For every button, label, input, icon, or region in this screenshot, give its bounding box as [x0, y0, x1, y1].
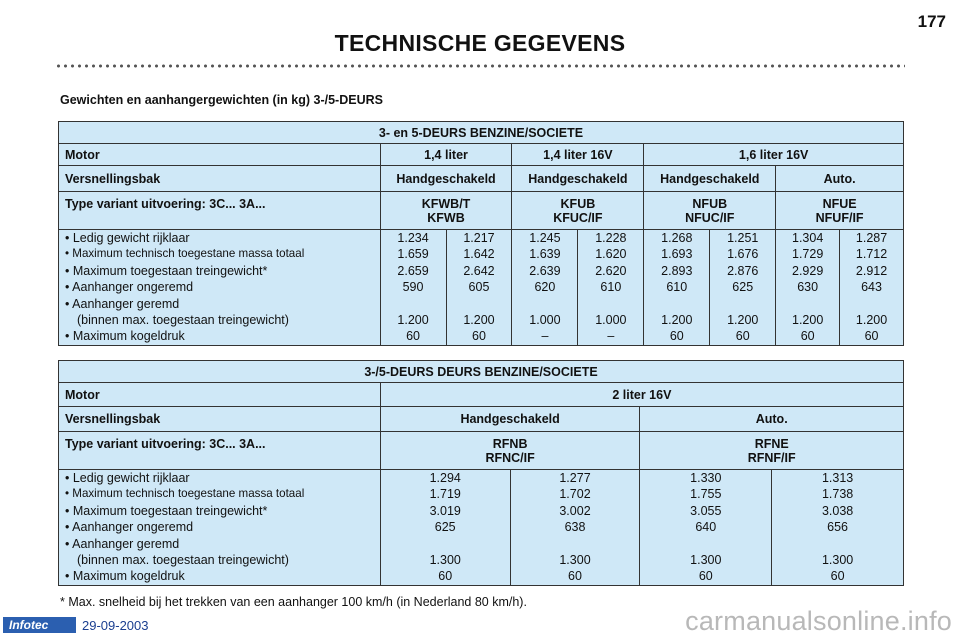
item-max-mass: • Maximum technisch toegestane massa totaal	[65, 247, 305, 261]
watermark: carmanualsonline.info	[685, 606, 952, 636]
value-unbraked: 605	[468, 280, 490, 295]
value-unbraked: 643	[861, 280, 882, 295]
row-label-type: Type variant uitvoering: 3C... 3A...	[59, 192, 381, 230]
value-nose: 60	[735, 329, 750, 344]
item-trailer-braked	[65, 296, 374, 329]
value-braked: 1.200	[855, 313, 888, 328]
value-max-mass: 1.676	[727, 247, 759, 262]
value-max-train: 2.876	[727, 263, 759, 278]
item-trailer-unbraked: • Aanhanger ongeremd	[65, 520, 194, 535]
value-column	[640, 470, 772, 586]
value-nose: 60	[568, 569, 582, 584]
value-unbraked: 630	[797, 280, 819, 295]
value-braked: 1.300	[821, 553, 854, 568]
value-max-mass: 1.620	[595, 247, 627, 262]
value-max-train: 2.639	[529, 263, 561, 278]
value-unbraked: 638	[564, 520, 586, 535]
value-empty: 1.268	[661, 231, 693, 245]
spacer	[716, 296, 769, 312]
type-code: RFNE	[754, 436, 789, 451]
value-max-mass: 1.659	[397, 247, 429, 262]
type-code: KFWB/T	[421, 196, 471, 211]
spacer	[387, 296, 440, 312]
value-max-train: 2.620	[595, 263, 627, 278]
spacer	[650, 296, 703, 312]
weights-table-2	[58, 360, 904, 586]
item-trailer-braked-note: (binnen max. toegestaan treingewicht)	[77, 313, 289, 328]
value-braked: 1.200	[463, 313, 495, 328]
value-max-mass: 1.639	[529, 247, 561, 262]
value-empty: 1.313	[821, 471, 854, 485]
row-label-type: Type variant uitvoering: 3C... 3A...	[59, 432, 381, 470]
value-empty: 1.330	[690, 471, 722, 485]
type-code: RFNC/IF	[485, 450, 535, 465]
value-braked: 1.300	[559, 553, 591, 568]
type-cell	[380, 192, 512, 230]
type-cell	[644, 192, 776, 230]
value-max-train: 2.642	[463, 263, 495, 278]
infotec-logo: Infotec	[3, 617, 76, 633]
item-trailer-braked-label: • Aanhanger geremd	[65, 296, 180, 311]
motor-cell: 1,4 liter	[380, 144, 512, 166]
dotted-divider	[55, 64, 905, 68]
item-max-mass: • Maximum technisch toegestane massa totaal	[65, 487, 305, 501]
value-nose: 60	[864, 329, 879, 344]
value-nose: –	[607, 329, 615, 344]
row-label-gearbox: Versnellingsbak	[59, 407, 381, 432]
value-unbraked: 640	[695, 520, 717, 535]
value-braked: 1.200	[727, 313, 759, 328]
motor-cell: 2 liter 16V	[380, 383, 903, 407]
type-cell	[380, 432, 640, 470]
value-braked: 1.200	[661, 313, 693, 328]
value-max-train: 2.893	[661, 263, 693, 278]
row-label-motor: Motor	[59, 383, 381, 407]
value-unbraked: 590	[402, 280, 424, 295]
value-nose: 60	[472, 329, 486, 344]
table-title: 3- en 5-DEURS BENZINE/SOCIETE	[59, 122, 904, 144]
value-empty: 1.228	[595, 231, 627, 245]
value-empty: 1.304	[792, 231, 824, 245]
page-title: TECHNISCHE GEGEVENS	[334, 30, 626, 56]
spacer	[646, 536, 765, 552]
value-column	[840, 230, 904, 346]
value-unbraked: 625	[434, 520, 456, 535]
item-empty-weight: • Ledig gewicht rijklaar	[65, 471, 190, 485]
page-number: 177	[917, 12, 946, 31]
value-max-mass: 1.738	[821, 487, 854, 502]
value-empty: 1.251	[727, 231, 759, 245]
value-column	[578, 230, 644, 346]
row-label-motor: Motor	[59, 144, 381, 166]
value-empty: 1.245	[529, 231, 561, 245]
value-column	[710, 230, 776, 346]
row-label-gearbox: Versnellingsbak	[59, 166, 381, 192]
value-unbraked: 620	[534, 280, 556, 295]
value-column	[644, 230, 710, 346]
value-braked: 1.000	[529, 313, 561, 328]
spacer	[846, 296, 897, 312]
item-max-noseweight: • Maximum kogeldruk	[65, 569, 185, 584]
gearbox-cell: Handgeschakeld	[380, 166, 512, 192]
weights-table-1	[58, 121, 904, 346]
value-max-mass: 1.729	[792, 247, 824, 262]
value-unbraked: 625	[732, 280, 754, 295]
value-max-train: 2.659	[397, 263, 429, 278]
value-max-mass: 1.642	[463, 247, 495, 262]
type-cell	[512, 192, 644, 230]
spacer	[584, 296, 637, 312]
value-max-mass: 1.693	[661, 247, 693, 262]
item-trailer-braked-note: (binnen max. toegestaan treingewicht)	[77, 553, 289, 568]
type-code: NFUE	[822, 196, 857, 211]
gearbox-cell: Handgeschakeld	[644, 166, 776, 192]
value-max-train: 2.929	[792, 263, 824, 278]
item-max-train: • Maximum toegestaan treingewicht*	[65, 263, 268, 278]
value-nose: 60	[669, 329, 684, 344]
spacer	[453, 296, 506, 312]
value-braked: 1.300	[690, 553, 722, 568]
type-code: NFUC/IF	[685, 210, 735, 225]
gearbox-cell: Auto.	[640, 407, 904, 432]
type-code: NFUB	[692, 196, 728, 211]
item-max-noseweight: • Maximum kogeldruk	[65, 329, 185, 344]
item-trailer-unbraked: • Aanhanger ongeremd	[65, 280, 194, 295]
value-nose: 60	[830, 569, 845, 584]
motor-cell: 1,6 liter 16V	[644, 144, 904, 166]
type-code: NFUF/IF	[815, 210, 864, 225]
table-title: 3-/5-DEURS DEURS BENZINE/SOCIETE	[59, 361, 904, 383]
value-nose: 60	[698, 569, 713, 584]
spacer	[782, 296, 833, 312]
item-labels	[59, 230, 381, 346]
value-max-train: 3.002	[559, 503, 591, 518]
value-max-mass: 1.719	[429, 487, 461, 502]
value-column	[446, 230, 512, 346]
type-cell	[776, 192, 904, 230]
value-max-train: 2.912	[855, 263, 888, 278]
value-braked: 1.300	[429, 553, 461, 568]
value-column	[380, 470, 510, 586]
value-column	[772, 470, 904, 586]
value-max-mass: 1.712	[855, 247, 888, 262]
value-max-mass: 1.702	[559, 487, 591, 502]
value-unbraked: 656	[827, 520, 849, 535]
item-trailer-braked	[65, 536, 374, 569]
item-empty-weight: • Ledig gewicht rijklaar	[65, 231, 190, 245]
type-code: KFUC/IF	[553, 210, 603, 225]
value-unbraked: 610	[600, 280, 622, 295]
print-date: 29-09-2003	[82, 618, 149, 633]
section-subtitle: Gewichten en aanhangergewichten (in kg) 3-/5-DEURS	[60, 93, 383, 107]
value-nose: 60	[438, 569, 453, 584]
type-code: KFWB	[427, 210, 465, 225]
value-column	[380, 230, 446, 346]
item-trailer-braked-label: • Aanhanger geremd	[65, 536, 180, 551]
type-code: RFNF/IF	[747, 450, 796, 465]
type-code: RFNB	[492, 436, 528, 451]
value-max-mass: 1.755	[690, 487, 722, 502]
value-max-train: 3.055	[690, 503, 722, 518]
value-unbraked: 610	[666, 280, 688, 295]
type-code: KFUB	[560, 196, 596, 211]
value-empty: 1.277	[559, 471, 591, 485]
spacer	[387, 536, 504, 552]
value-braked: 1.200	[397, 313, 429, 328]
gearbox-cell: Handgeschakeld	[380, 407, 640, 432]
spacer	[518, 296, 571, 312]
item-max-train: • Maximum toegestaan treingewicht*	[65, 503, 268, 518]
spacer	[517, 536, 634, 552]
gearbox-cell: Handgeschakeld	[512, 166, 644, 192]
value-nose: 60	[406, 329, 420, 344]
value-column	[512, 230, 578, 346]
value-empty: 1.287	[855, 231, 888, 245]
spacer	[778, 536, 897, 552]
type-cell	[640, 432, 904, 470]
value-empty: 1.234	[397, 231, 429, 245]
value-max-train: 3.019	[429, 503, 461, 518]
value-empty: 1.294	[429, 471, 461, 485]
footnote: * Max. snelheid bij het trekken van een aanhanger 100 km/h (in Nederland 80 km/h).	[60, 595, 527, 609]
value-empty: 1.217	[463, 231, 495, 245]
value-column	[510, 470, 640, 586]
value-braked: 1.200	[792, 313, 824, 328]
value-max-train: 3.038	[821, 503, 854, 518]
motor-cell: 1,4 liter 16V	[512, 144, 644, 166]
item-labels	[59, 470, 381, 586]
value-nose: 60	[800, 329, 815, 344]
value-braked: 1.000	[595, 313, 627, 328]
value-column	[776, 230, 840, 346]
value-nose: –	[541, 329, 549, 344]
gearbox-cell: Auto.	[776, 166, 904, 192]
